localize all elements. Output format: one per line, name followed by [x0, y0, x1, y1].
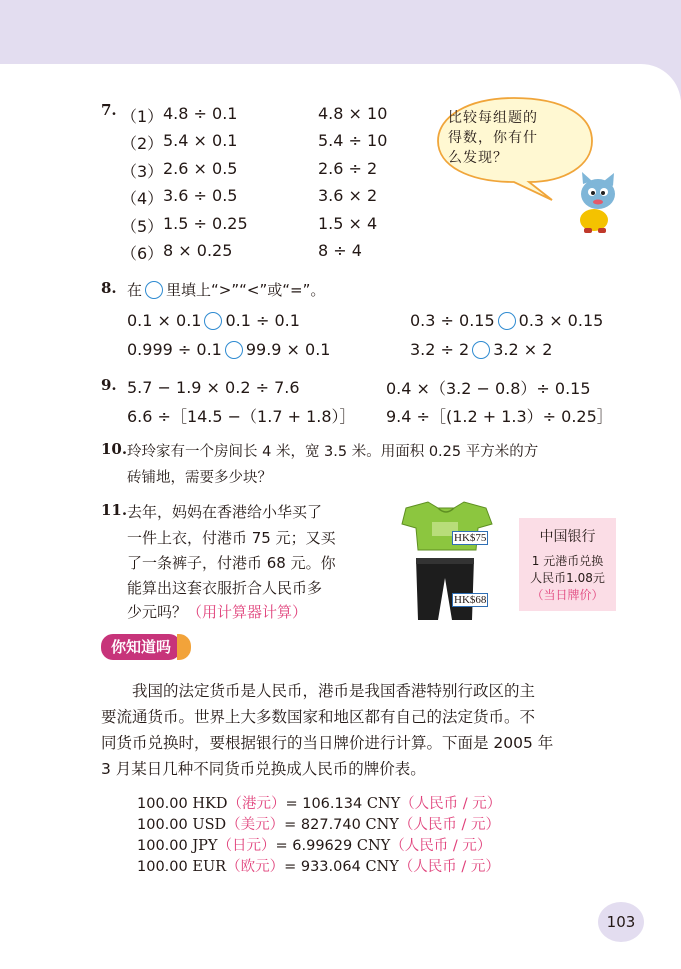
- q11-text-line: 了一条裤子，付港币 68 元。你: [127, 554, 336, 572]
- rate-cny: CNY: [366, 796, 401, 812]
- rate-value: = 827.740: [284, 817, 361, 833]
- rate-cny: CNY: [365, 817, 399, 833]
- did-you-know-badge: 你知道吗: [101, 634, 181, 660]
- rate-value: = 106.134: [285, 796, 363, 812]
- q8-right: 99.9 × 0.1: [245, 340, 331, 359]
- answer-circle[interactable]: [204, 312, 222, 330]
- q7-left-expr: 8 × 0.25: [163, 241, 233, 260]
- rate-row: [137, 834, 491, 855]
- q7-right-expr: 3.6 × 2: [318, 186, 378, 205]
- q11-text-line: 去年，妈妈在香港给小华买了: [127, 503, 323, 521]
- q11-text-line: 能算出这套衣服折合人民币多: [127, 579, 323, 597]
- rate-amount: 100.00: [137, 817, 188, 833]
- rate-unit: （人民币 / 元）: [398, 817, 500, 833]
- rate-code: JPY: [192, 838, 218, 854]
- rate-currency-name: （港元）: [227, 796, 286, 812]
- rate-row: [137, 792, 501, 813]
- q7-left-expr: 3.6 ÷ 0.5: [163, 186, 238, 205]
- did-you-know-paragraph-line: 3 月某日几种不同货币兑换成人民币的牌价表。: [101, 760, 426, 778]
- q8-left: 3.2 ÷ 2: [410, 340, 470, 359]
- rate-cny: CNY: [356, 838, 391, 854]
- q7-left-expr: 4.8 ÷ 0.1: [163, 104, 238, 123]
- q7-number: 7.: [101, 101, 117, 119]
- q8-instruction-a: 在: [127, 281, 143, 299]
- q7-right-expr: 8 ÷ 4: [318, 241, 362, 260]
- q9-item: 9.4 ÷［(1.2 + 1.3）÷ 0.25］: [386, 407, 613, 426]
- page-number: 103: [598, 902, 644, 942]
- q11-hint: （用计算器计算）: [187, 603, 308, 621]
- q7-label: （5）: [121, 217, 164, 236]
- q7-left-expr: 1.5 ÷ 0.25: [163, 214, 248, 233]
- q7-label: （2）: [121, 134, 164, 153]
- q7-right-expr: 2.6 ÷ 2: [318, 159, 378, 178]
- rate-unit: （人民币 / 元）: [390, 838, 492, 854]
- q9-number: 9.: [101, 376, 117, 394]
- q8-item: [127, 340, 330, 359]
- q9-item: 0.4 ×（3.2 − 0.8）÷ 0.15: [386, 379, 591, 398]
- q7-label: （1）: [121, 107, 164, 126]
- q7-label: （6）: [121, 244, 164, 263]
- answer-circle: [145, 281, 163, 299]
- rate-code: EUR: [192, 859, 227, 875]
- q10-number: 10.: [101, 440, 128, 458]
- answer-circle[interactable]: [498, 312, 516, 330]
- header-band: [0, 0, 681, 64]
- q8-right: 0.1 ÷ 0.1: [225, 311, 300, 330]
- rate-code: HKD: [192, 796, 228, 812]
- q7-label: （4）: [121, 189, 164, 208]
- rate-amount: 100.00: [137, 859, 188, 875]
- rate-amount: 100.00: [137, 838, 188, 854]
- q8-right: 3.2 × 2: [493, 340, 553, 359]
- did-you-know-paragraph-line: 要流通货币。世界上大多数国家和地区都有自己的法定货币。不: [101, 708, 536, 726]
- q11-last-line: 少元吗？: [127, 603, 188, 621]
- did-you-know-paragraph-line: 同货币兑换时，要根据银行的当日牌价进行计算。下面是 2005 年: [101, 734, 554, 752]
- q7-left-expr: 2.6 × 0.5: [163, 159, 238, 178]
- q7-right-expr: 1.5 × 4: [318, 214, 378, 233]
- answer-circle[interactable]: [225, 341, 243, 359]
- q9-item: 5.7 − 1.9 × 0.2 ÷ 7.6: [127, 378, 300, 397]
- rate-amount: 100.00: [137, 796, 188, 812]
- rate-value: = 6.99629: [275, 838, 353, 854]
- q10-text-line2: 砖铺地，需要多少块？: [127, 470, 272, 486]
- q8-left: 0.1 × 0.1: [127, 311, 202, 330]
- q8-item: [410, 340, 552, 359]
- rate-currency-name: （美元）: [226, 817, 285, 833]
- q8-number: 8.: [101, 279, 117, 297]
- q7-right-expr: 5.4 ÷ 10: [318, 131, 388, 150]
- q8-item: [127, 311, 300, 330]
- bank-rate-line3: （当日牌价）: [531, 588, 604, 602]
- q7-label: （3）: [121, 162, 164, 181]
- bank-title: 中国银行: [539, 529, 596, 545]
- q7-right-expr: 4.8 × 10: [318, 104, 388, 123]
- q8-left: 0.3 ÷ 0.15: [410, 311, 495, 330]
- q8-instruction-b: 里填上“>”“<”或“=”。: [166, 281, 326, 299]
- q11-number: 11.: [101, 501, 128, 519]
- rate-currency-name: （欧元）: [226, 859, 285, 875]
- rate-row: [137, 813, 500, 834]
- pants-price-tag: HK$68: [454, 594, 487, 606]
- bank-rate-box: [519, 518, 616, 611]
- q11-text-line: 一件上衣，付港币 75 元；又买: [127, 529, 336, 547]
- answer-circle[interactable]: [472, 341, 490, 359]
- rate-code: USD: [192, 817, 227, 833]
- q7-left-expr: 5.4 × 0.1: [163, 131, 238, 150]
- q8-right: 0.3 × 0.15: [518, 311, 604, 330]
- did-you-know-paragraph-line: 我国的法定货币是人民币，港币是我国香港特别行政区的主: [132, 682, 536, 700]
- shirt-price-tag: HK$75: [454, 532, 487, 544]
- rate-cny: CNY: [365, 859, 399, 875]
- bank-rate-line2: 人民币1.08元: [530, 571, 605, 585]
- rate-row: [137, 855, 500, 876]
- q10-text-line1: 玲玲家有一个房间长 4 米，宽 3.5 米。用面积 0.25 平方米的方: [127, 444, 539, 460]
- q8-instruction: [127, 279, 325, 300]
- rate-unit: （人民币 / 元）: [400, 796, 502, 812]
- q9-item: 6.6 ÷［14.5 −（1.7 + 1.8）］: [127, 407, 356, 426]
- bubble-text: 比较每组题的 得数，你有什 么发现？: [448, 110, 538, 166]
- q8-left: 0.999 ÷ 0.1: [127, 340, 222, 359]
- bank-rate-line1: 1 元港币兑换: [531, 554, 604, 568]
- rate-unit: （人民币 / 元）: [398, 859, 500, 875]
- q11-text-line: [127, 601, 307, 622]
- rate-value: = 933.064: [284, 859, 361, 875]
- pants-illustration-icon: [414, 556, 476, 624]
- kitten-mascot-icon: [570, 172, 622, 234]
- q8-item: [410, 311, 603, 330]
- rate-currency-name: （日元）: [217, 838, 276, 854]
